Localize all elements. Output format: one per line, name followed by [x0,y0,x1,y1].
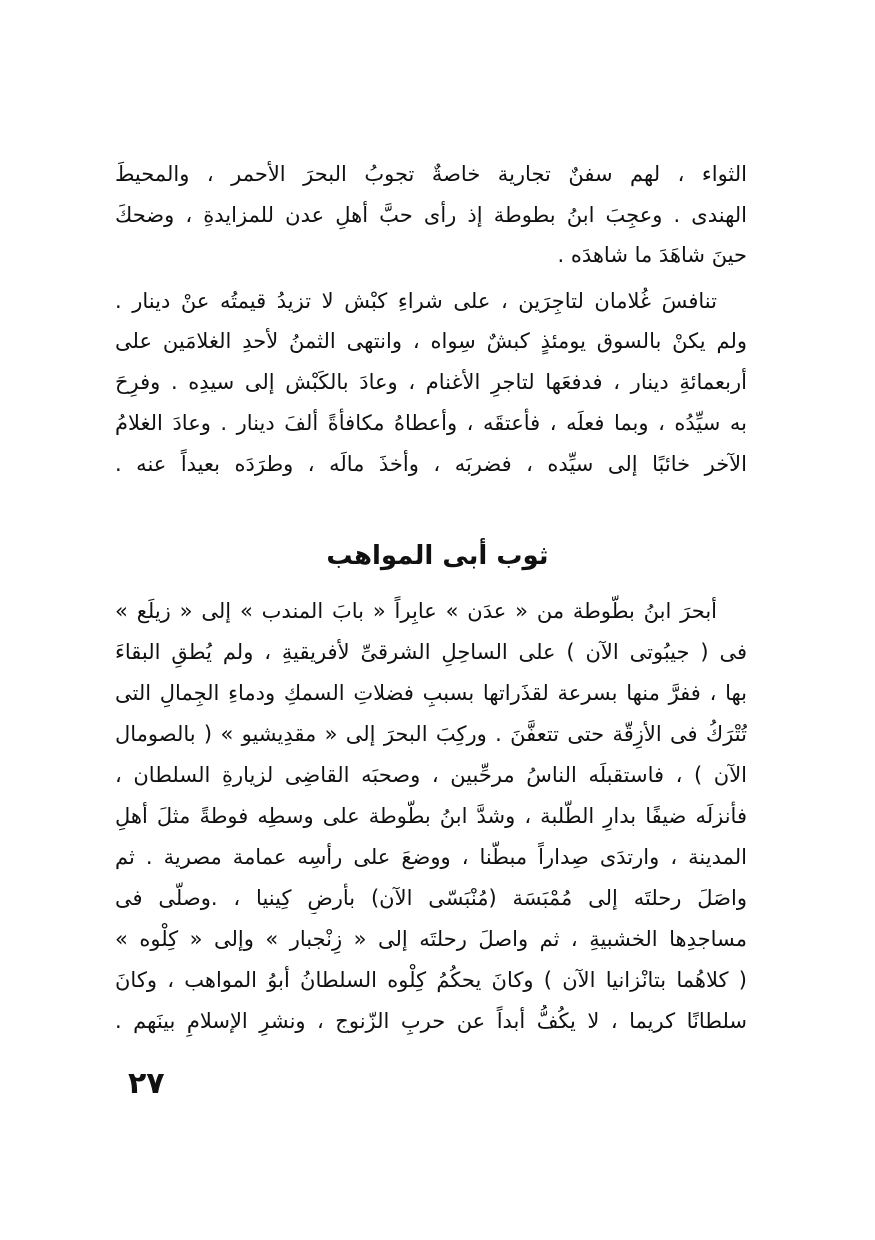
paragraph-3-line-3: بها ، ففرَّ منها بسرعة لقذَراتها بسببِ فضلاتِ السمكِ ودماءِ الجِمالِ التى [115,681,747,705]
paragraph-2-line-5: الآخر خائبًا إلى سيِّده ، فضربَه ، وأخذَ مالَه ، وطرَدَه بعيداً عنه . [115,452,747,476]
paragraph-1-line-1: الثواء ، لهم سفنٌ تجارية خاصةٌ تجوبُ البحرَ الأحمر ، والمحيطَ [115,162,747,186]
paragraph-3-line-9: مساجدِها الخشبيةِ ، ثم واصلَ رحلتَه إلى « زِنْجبار » وإلى « كِلْوه » [115,927,747,951]
paragraph-2-line-1: تنافسَ غُلامان لتاجِرَين ، على شراءِ كبْش لا تزيدُ قيمتُه عنْ دينار . [115,289,717,313]
paragraph-3-line-4: تُتْرَكُ فى الأزِقّة حتى تتعفَّنَ . وركِبَ البحرَ إلى « مقدِيشيو » ( بالصومال [115,722,747,746]
paragraph-1-line-2: الهندى . وعجِبَ ابنُ بطوطة إذ رأى حبَّ أهلِ عدن للمزايدةِ ، وضحكَ [115,203,747,227]
paragraph-3-line-6: فأنزلَه ضيفًا بدارِ الطَّلبة ، وشدَّ ابنُ بطّوطة على وسطِه فوطةً مثلَ أهلِ [115,804,747,828]
paragraph-3-line-8: واصَلَ رحلتَه إلى مُمْبَسَة (مُنْبَسّى الآن) بأرضِ كِينيا ، .وصلّى فى [115,886,747,910]
paragraph-1-line-3: حينَ شاهَدَ ما شاهدَه . [557,243,747,267]
paragraph-3-line-10: ( كلاهُما بتانْزانيا الآن ) وكانَ يحكُمُ كِلْوه السلطانُ أبوُ المواهب ، وكانَ [115,968,747,992]
page-number: ٢٧ [128,1066,165,1101]
paragraph-2-line-2: ولم يكنْ بالسوق يومئذٍ كبشٌ سِواه ، وانتهى الثمنُ لأحدِ الغلامَين على [115,329,747,353]
paragraph-3-line-11: سلطانًا كريما ، لا يكُفُّ أبداً عن حربِ الزّنوج ، ونشرِ الإسلامِ بينَهم . [115,1009,747,1033]
section-heading: ثوب أبى المواهب [326,541,549,571]
paragraph-2-line-3: أربعمائةِ دينار ، فدفعَها لتاجرِ الأغنام ، وعادَ بالكَبْش إلى سيدِه . وفرِحَ [115,370,747,394]
paragraph-3-line-2: فى ( جيبُوتى الآن ) على الساحِلِ الشرقىِّ لأفريقيةِ ، ولم يُطقِ البقاءَ [115,640,747,664]
paragraph-3-line-7: المدينة ، وارتدَى صِداراً مبطّنا ، ووضعَ على رأسِه عمامة مصرية . ثم [115,845,747,869]
paragraph-3-line-5: الآن ) ، فاستقبلَه الناسُ مرحِّبين ، وصحبَه القاضِى لزيارةِ السلطان ، [115,763,747,787]
paragraph-2-line-4: به سيِّدُه ، وبما فعلَه ، فأعتقَه ، وأعطاهُ مكافأةً ألفَ دينار . وعادَ الغلامُ [115,411,747,435]
paragraph-3-line-1: أبحرَ ابنُ بطّوطة من « عدَن » عابِراً « بابَ المندب » إلى « زيلَع » [115,599,717,623]
